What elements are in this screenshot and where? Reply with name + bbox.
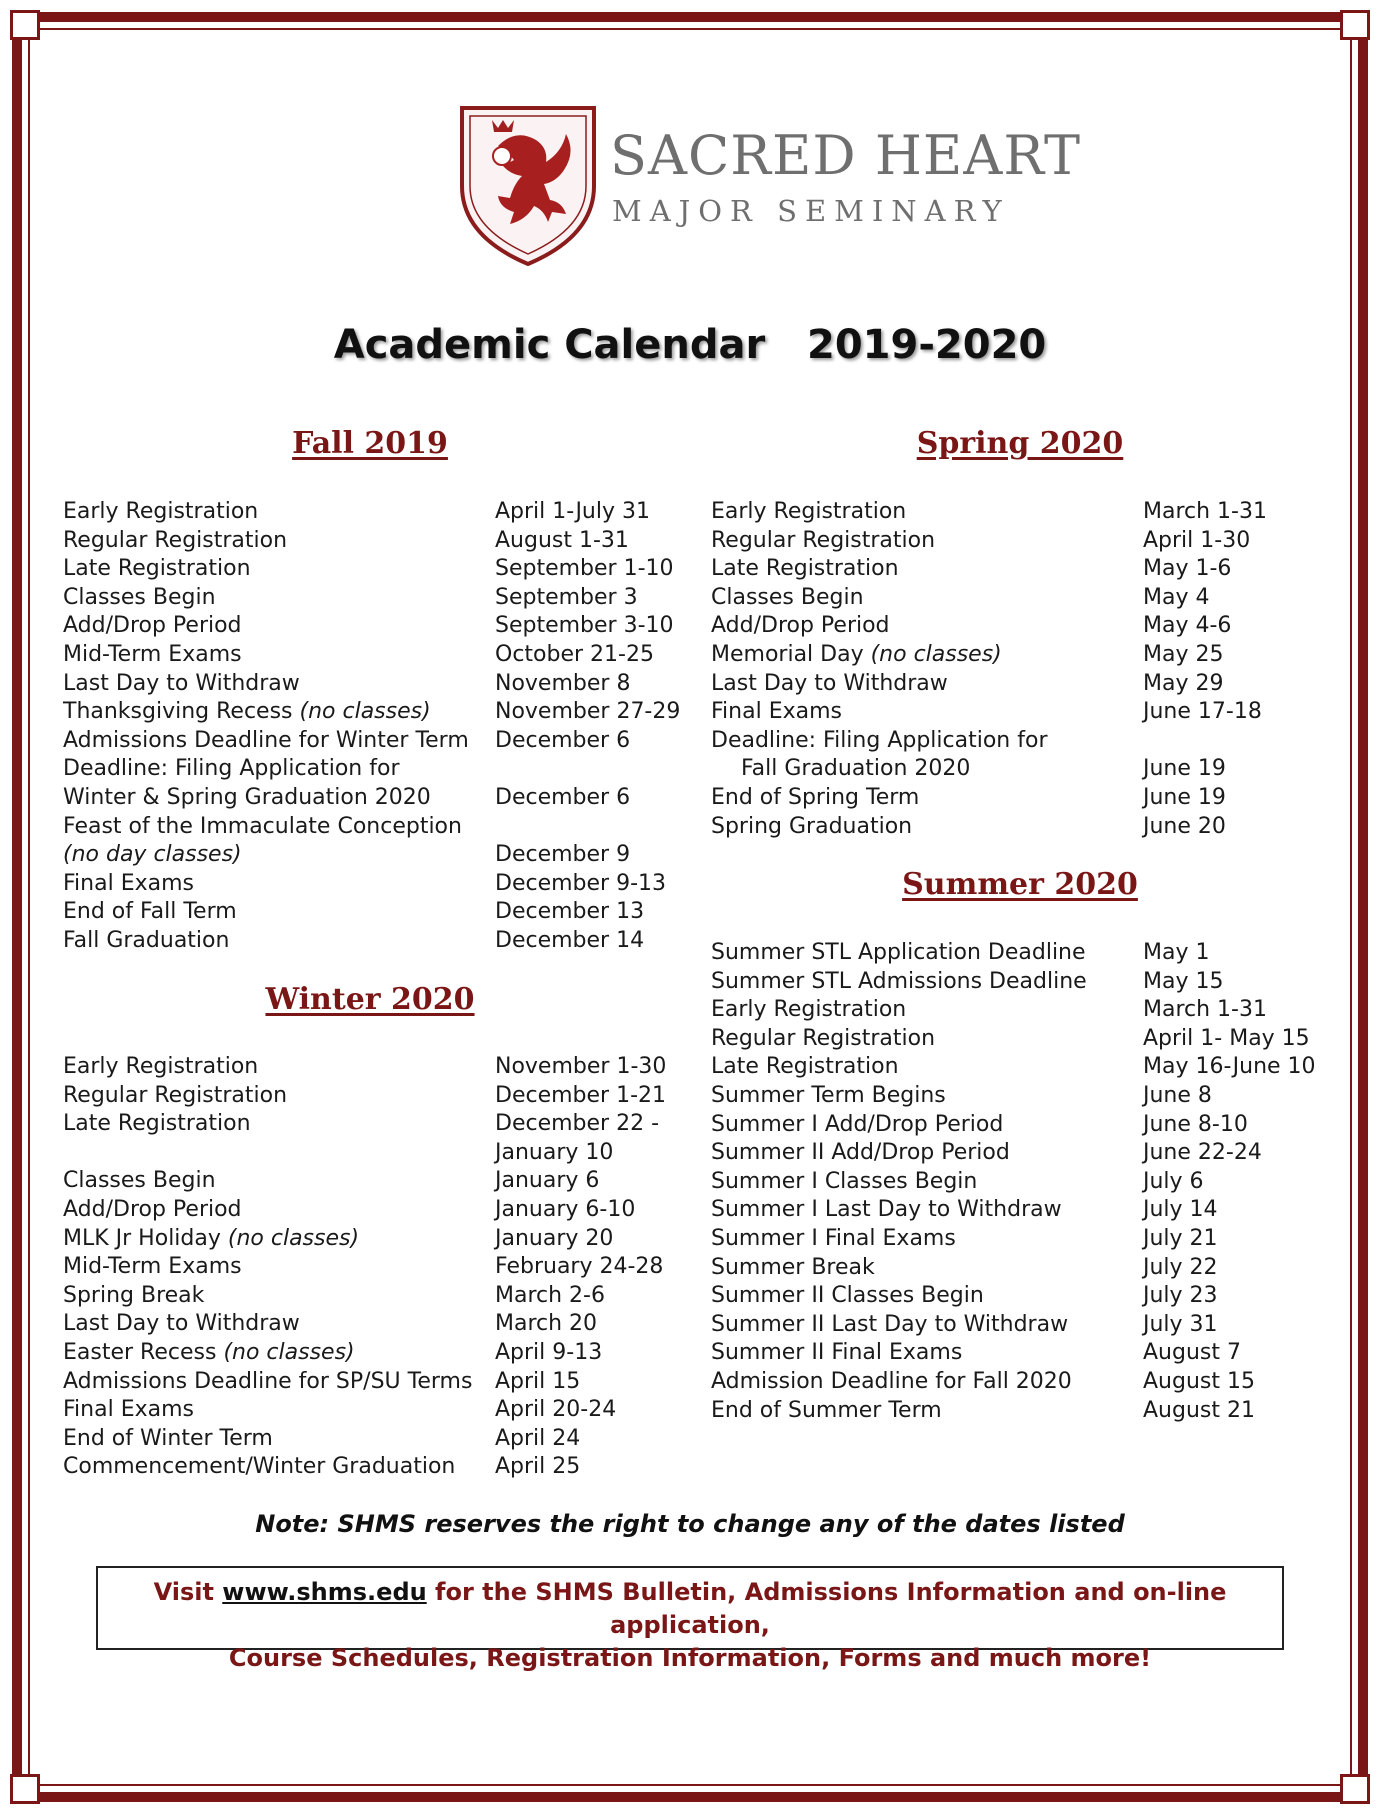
calendar-row bbox=[711, 755, 1323, 784]
event-text: Memorial Day bbox=[711, 641, 871, 667]
event-name bbox=[63, 641, 495, 670]
event-date: January 6-10 bbox=[495, 1196, 636, 1222]
event-date: April 1-July 31 bbox=[495, 499, 650, 524]
event-name bbox=[63, 698, 495, 727]
event-name bbox=[711, 1225, 1143, 1254]
event-name bbox=[63, 1082, 495, 1111]
spring-list bbox=[711, 498, 1323, 841]
event-text: Late Registration bbox=[63, 556, 251, 582]
event-text: End of Spring Term bbox=[711, 784, 920, 810]
event-date: April 20-24 bbox=[495, 1397, 617, 1423]
calendar-row bbox=[711, 1196, 1323, 1225]
event-date: August 1-31 bbox=[495, 527, 629, 553]
event-text: Fall Graduation bbox=[63, 927, 230, 953]
calendar-row bbox=[63, 1310, 675, 1339]
event-name bbox=[63, 1139, 495, 1168]
calendar-row bbox=[711, 784, 1323, 813]
calendar-row bbox=[711, 1025, 1323, 1054]
event-name bbox=[63, 870, 495, 899]
event-text: Early Registration bbox=[711, 499, 907, 524]
calendar-row bbox=[711, 584, 1323, 613]
event-name bbox=[711, 555, 1143, 584]
event-date: August 15 bbox=[1143, 1368, 1255, 1394]
event-name bbox=[711, 1139, 1143, 1168]
event-text: Classes Begin bbox=[63, 1168, 216, 1194]
event-text: Summer II Add/Drop Period bbox=[711, 1140, 1010, 1166]
corner-ornament-top-right bbox=[1340, 10, 1370, 40]
event-text: Late Registration bbox=[711, 1054, 899, 1080]
event-date: November 27-29 bbox=[495, 699, 681, 725]
event-name bbox=[711, 670, 1143, 699]
event-name bbox=[63, 1339, 495, 1368]
event-text: Regular Registration bbox=[63, 1082, 288, 1108]
event-name bbox=[711, 1082, 1143, 1111]
event-text: Summer II Last Day to Withdraw bbox=[711, 1311, 1069, 1337]
calendar-row bbox=[63, 1339, 675, 1368]
event-text: Fall Graduation 2020 bbox=[741, 756, 971, 782]
visit-line-1 bbox=[98, 1576, 1282, 1642]
event-date: June 17-18 bbox=[1143, 699, 1262, 725]
event-text: Deadline: Filing Application for bbox=[711, 727, 1048, 753]
calendar-row bbox=[711, 670, 1323, 699]
calendar-row bbox=[711, 1254, 1323, 1283]
calendar-row bbox=[711, 1397, 1323, 1426]
event-text: Last Day to Withdraw bbox=[711, 670, 948, 696]
event-text: Summer STL Application Deadline bbox=[711, 940, 1086, 965]
event-date: July 6 bbox=[1143, 1168, 1204, 1194]
summer-heading: Summer 2020 bbox=[902, 867, 1138, 902]
event-date: March 2-6 bbox=[495, 1282, 605, 1308]
event-name bbox=[711, 784, 1143, 813]
calendar-row bbox=[711, 1225, 1323, 1254]
calendar-row bbox=[711, 1311, 1323, 1340]
event-name bbox=[711, 698, 1143, 727]
event-name bbox=[63, 1396, 495, 1425]
event-text: Deadline: Filing Application for bbox=[63, 756, 400, 782]
event-date: December 6 bbox=[495, 784, 631, 810]
calendar-row bbox=[63, 1196, 675, 1225]
calendar-row bbox=[63, 498, 675, 527]
winter-heading: Winter 2020 bbox=[265, 982, 475, 1017]
event-date: August 7 bbox=[1143, 1340, 1241, 1366]
calendar-row bbox=[63, 1225, 675, 1254]
event-date: May 4-6 bbox=[1143, 613, 1232, 639]
event-date: December 9 bbox=[495, 842, 631, 868]
calendar-row bbox=[711, 1368, 1323, 1397]
event-date: May 25 bbox=[1143, 641, 1224, 667]
event-name bbox=[63, 1167, 495, 1196]
event-date: April 1- May 15 bbox=[1143, 1025, 1310, 1051]
event-name bbox=[63, 498, 495, 527]
event-date: November 1-30 bbox=[495, 1054, 667, 1079]
event-date: December 9-13 bbox=[495, 870, 667, 896]
event-text: MLK Jr Holiday bbox=[63, 1225, 228, 1251]
event-text: Add/Drop Period bbox=[711, 613, 890, 639]
event-name bbox=[711, 1025, 1143, 1054]
page-title: Academic Calendar 2019-2020 bbox=[333, 322, 1047, 368]
event-text: Regular Registration bbox=[711, 527, 936, 553]
calendar-row bbox=[63, 1082, 675, 1111]
event-date: June 8 bbox=[1143, 1082, 1212, 1108]
event-name bbox=[63, 755, 495, 784]
calendar-row bbox=[63, 784, 675, 813]
corner-ornament-bottom-right bbox=[1340, 1774, 1370, 1804]
event-name bbox=[63, 1310, 495, 1339]
event-date bbox=[495, 755, 675, 784]
event-text: Summer Term Begins bbox=[711, 1082, 946, 1108]
calendar-row bbox=[711, 1053, 1323, 1082]
event-text: Add/Drop Period bbox=[63, 613, 242, 639]
fall-list bbox=[63, 498, 681, 956]
event-date: November 8 bbox=[495, 670, 631, 696]
event-name bbox=[63, 1110, 495, 1139]
shield-crest-icon bbox=[458, 106, 598, 266]
calendar-row bbox=[63, 1282, 675, 1311]
event-text: Spring Graduation bbox=[711, 813, 913, 839]
event-text: Mid-Term Exams bbox=[63, 1254, 242, 1280]
event-text: Summer II Classes Begin bbox=[711, 1283, 984, 1309]
event-name bbox=[711, 1111, 1143, 1140]
event-name bbox=[711, 1282, 1143, 1311]
calendar-row bbox=[63, 870, 675, 899]
event-name bbox=[711, 939, 1143, 968]
event-name bbox=[63, 927, 495, 956]
event-text: Final Exams bbox=[63, 870, 194, 896]
event-name bbox=[711, 1339, 1143, 1368]
event-name bbox=[711, 1254, 1143, 1283]
winter-list bbox=[63, 1053, 675, 1482]
event-text: Spring Break bbox=[63, 1282, 205, 1308]
event-text: Summer I Last Day to Withdraw bbox=[711, 1197, 1062, 1223]
event-note: (no classes) bbox=[870, 641, 1002, 667]
event-text: Thanksgiving Recess bbox=[63, 699, 300, 725]
event-text: Regular Registration bbox=[63, 527, 288, 553]
calendar-row bbox=[711, 1139, 1323, 1168]
event-date: June 19 bbox=[1143, 784, 1226, 810]
corner-ornament-bottom-left bbox=[10, 1774, 40, 1804]
event-name bbox=[711, 612, 1143, 641]
event-text: Last Day to Withdraw bbox=[63, 670, 300, 696]
event-name bbox=[63, 1053, 495, 1082]
event-date: December 14 bbox=[495, 927, 645, 953]
event-date: September 1-10 bbox=[495, 556, 674, 582]
event-text: Summer Break bbox=[711, 1254, 875, 1280]
event-name bbox=[711, 968, 1143, 997]
event-date: July 21 bbox=[1143, 1225, 1218, 1251]
calendar-row bbox=[711, 527, 1323, 556]
event-date: January 10 bbox=[495, 1139, 614, 1165]
event-note: (no classes) bbox=[227, 1225, 360, 1251]
event-text: Early Registration bbox=[63, 499, 259, 524]
calendar-row bbox=[63, 527, 675, 556]
event-name bbox=[711, 1311, 1143, 1340]
event-text: Late Registration bbox=[63, 1111, 251, 1137]
event-name bbox=[711, 584, 1143, 613]
website-link[interactable]: www.shms.edu bbox=[222, 1578, 427, 1606]
calendar-row bbox=[63, 1453, 675, 1482]
event-date: December 13 bbox=[495, 899, 645, 925]
event-name bbox=[711, 1196, 1143, 1225]
event-text: Admission Deadline for Fall 2020 bbox=[711, 1368, 1072, 1394]
event-name bbox=[63, 813, 495, 842]
visit-prefix: Visit bbox=[153, 1578, 223, 1606]
event-text: End of Summer Term bbox=[711, 1397, 942, 1423]
event-date: April 25 bbox=[495, 1454, 581, 1480]
event-date: September 3-10 bbox=[495, 613, 674, 639]
event-text: Last Day to Withdraw bbox=[63, 1311, 300, 1337]
calendar-row bbox=[63, 670, 675, 699]
event-text: Mid-Term Exams bbox=[63, 641, 242, 667]
event-text: Summer II Final Exams bbox=[711, 1340, 963, 1366]
event-date: May 1 bbox=[1143, 940, 1210, 965]
calendar-row bbox=[63, 1053, 675, 1082]
event-name bbox=[711, 813, 1143, 842]
calendar-row bbox=[63, 1425, 675, 1454]
event-text: Classes Begin bbox=[63, 584, 216, 610]
event-name bbox=[711, 755, 1143, 784]
event-text: Add/Drop Period bbox=[63, 1196, 242, 1222]
calendar-row bbox=[63, 555, 675, 584]
event-name bbox=[711, 1168, 1143, 1197]
calendar-row bbox=[711, 813, 1323, 842]
event-name bbox=[63, 784, 495, 813]
event-text: End of Winter Term bbox=[63, 1425, 273, 1451]
event-name bbox=[63, 727, 495, 756]
event-name bbox=[711, 498, 1143, 527]
event-date: February 24-28 bbox=[495, 1254, 664, 1280]
calendar-row bbox=[63, 1139, 675, 1168]
event-date: December 6 bbox=[495, 727, 631, 753]
event-date: December 1-21 bbox=[495, 1082, 667, 1108]
event-text: Final Exams bbox=[63, 1397, 194, 1423]
event-note: (no classes) bbox=[223, 1339, 355, 1365]
event-date: April 9-13 bbox=[495, 1339, 603, 1365]
event-date: July 31 bbox=[1143, 1311, 1218, 1337]
event-text: Summer STL Admissions Deadline bbox=[711, 968, 1087, 994]
event-name bbox=[63, 612, 495, 641]
event-text: Easter Recess bbox=[63, 1339, 224, 1365]
seminary-logo bbox=[458, 106, 1082, 266]
event-text: Summer I Classes Begin bbox=[711, 1168, 978, 1194]
event-text: Feast of the Immaculate Conception bbox=[63, 813, 462, 839]
event-date: January 20 bbox=[495, 1225, 614, 1251]
spring-heading: Spring 2020 bbox=[916, 426, 1124, 461]
calendar-row bbox=[63, 1110, 675, 1139]
calendar-row bbox=[63, 612, 675, 641]
event-date: May 16-June 10 bbox=[1143, 1054, 1316, 1080]
event-date: June 22-24 bbox=[1143, 1140, 1262, 1166]
event-name bbox=[63, 841, 495, 870]
event-date: May 1-6 bbox=[1143, 556, 1232, 582]
calendar-row bbox=[63, 698, 681, 727]
calendar-row bbox=[63, 898, 675, 927]
event-name bbox=[711, 1397, 1143, 1426]
event-name bbox=[63, 670, 495, 699]
event-date: March 20 bbox=[495, 1311, 598, 1337]
calendar-row bbox=[63, 755, 675, 784]
calendar-row bbox=[63, 1167, 675, 1196]
event-date: January 6 bbox=[495, 1168, 600, 1194]
event-name bbox=[711, 996, 1143, 1025]
calendar-row bbox=[711, 555, 1323, 584]
event-date: May 29 bbox=[1143, 670, 1224, 696]
calendar-row bbox=[711, 1282, 1323, 1311]
event-date: June 8-10 bbox=[1143, 1111, 1248, 1137]
calendar-row bbox=[711, 727, 1323, 756]
event-name bbox=[63, 898, 495, 927]
calendar-row bbox=[711, 1339, 1323, 1368]
event-text: Admissions Deadline for SP/SU Terms bbox=[63, 1368, 473, 1394]
event-name bbox=[63, 1368, 495, 1397]
event-text: Final Exams bbox=[711, 699, 842, 725]
event-name bbox=[711, 727, 1143, 756]
calendar-row bbox=[63, 1253, 675, 1282]
event-date: April 24 bbox=[495, 1425, 581, 1451]
event-date: April 15 bbox=[495, 1368, 581, 1394]
event-name bbox=[63, 1282, 495, 1311]
event-date: May 4 bbox=[1143, 584, 1210, 610]
event-date: July 23 bbox=[1143, 1283, 1218, 1309]
calendar-row bbox=[63, 1368, 675, 1397]
event-name bbox=[63, 1196, 495, 1225]
event-text: Winter & Spring Graduation 2020 bbox=[63, 784, 431, 810]
calendar-row bbox=[711, 698, 1323, 727]
event-date: June 19 bbox=[1143, 756, 1226, 782]
event-name bbox=[711, 1053, 1143, 1082]
logo-text-major-seminary: MAJOR SEMINARY bbox=[612, 194, 1010, 228]
visit-line-2: Course Schedules, Registration Information, Forms and much more! bbox=[228, 1644, 1152, 1672]
calendar-row bbox=[711, 498, 1323, 527]
event-text: Regular Registration bbox=[711, 1025, 936, 1051]
event-date: March 1-31 bbox=[1143, 499, 1267, 524]
event-name bbox=[63, 1225, 495, 1254]
calendar-row bbox=[63, 927, 675, 956]
event-name bbox=[63, 584, 495, 613]
calendar-row bbox=[711, 1111, 1323, 1140]
event-text: Early Registration bbox=[63, 1054, 259, 1079]
event-name bbox=[711, 527, 1143, 556]
event-name bbox=[711, 641, 1143, 670]
event-text: Admissions Deadline for Winter Term bbox=[63, 727, 469, 753]
event-date: October 21-25 bbox=[495, 641, 654, 667]
calendar-row bbox=[711, 1168, 1323, 1197]
event-text: Commencement/Winter Graduation bbox=[63, 1454, 456, 1480]
fall-heading: Fall 2019 bbox=[292, 426, 448, 461]
event-name bbox=[63, 1253, 495, 1282]
event-name bbox=[63, 555, 495, 584]
event-note: (no classes) bbox=[299, 699, 431, 725]
calendar-row bbox=[63, 841, 675, 870]
calendar-row bbox=[63, 1396, 675, 1425]
summer-list bbox=[711, 939, 1323, 1425]
event-date: September 3 bbox=[495, 584, 638, 610]
visit-line-1-rest: for the SHMS Bulletin, Admissions Information and on-line application, bbox=[426, 1578, 1227, 1639]
disclaimer-note: Note: SHMS reserves the right to change any of the dates listed bbox=[255, 1510, 1125, 1538]
event-name bbox=[63, 1425, 495, 1454]
event-date: March 1-31 bbox=[1143, 997, 1267, 1023]
calendar-row bbox=[63, 584, 675, 613]
event-text: End of Fall Term bbox=[63, 899, 237, 925]
logo-text-sacred-heart: SACRED HEART bbox=[610, 124, 1082, 187]
event-date: June 20 bbox=[1143, 813, 1226, 839]
event-text: Summer I Add/Drop Period bbox=[711, 1111, 1004, 1137]
event-name bbox=[711, 1368, 1143, 1397]
event-date: December 22 - bbox=[495, 1111, 660, 1137]
event-date: May 15 bbox=[1143, 968, 1224, 994]
event-note: (no day classes) bbox=[63, 842, 242, 868]
calendar-row bbox=[711, 641, 1323, 670]
event-date: July 14 bbox=[1143, 1197, 1218, 1223]
event-date bbox=[1143, 727, 1323, 756]
event-name bbox=[63, 527, 495, 556]
event-date: July 22 bbox=[1143, 1254, 1218, 1280]
event-date bbox=[495, 813, 675, 842]
event-date: August 21 bbox=[1143, 1397, 1255, 1423]
calendar-row bbox=[711, 1082, 1323, 1111]
calendar-row bbox=[711, 612, 1323, 641]
visit-website-box bbox=[96, 1566, 1284, 1672]
event-text: Late Registration bbox=[711, 556, 899, 582]
calendar-row bbox=[63, 641, 675, 670]
event-name bbox=[63, 1453, 495, 1482]
calendar-row bbox=[711, 996, 1323, 1025]
calendar-row bbox=[711, 968, 1323, 997]
calendar-row bbox=[63, 813, 675, 842]
event-date: April 1-30 bbox=[1143, 527, 1251, 553]
event-text: Early Registration bbox=[711, 997, 907, 1023]
event-text: Summer I Final Exams bbox=[711, 1225, 956, 1251]
corner-ornament-top-left bbox=[10, 10, 40, 40]
calendar-row bbox=[711, 939, 1323, 968]
calendar-row bbox=[63, 727, 675, 756]
event-text: Classes Begin bbox=[711, 584, 864, 610]
